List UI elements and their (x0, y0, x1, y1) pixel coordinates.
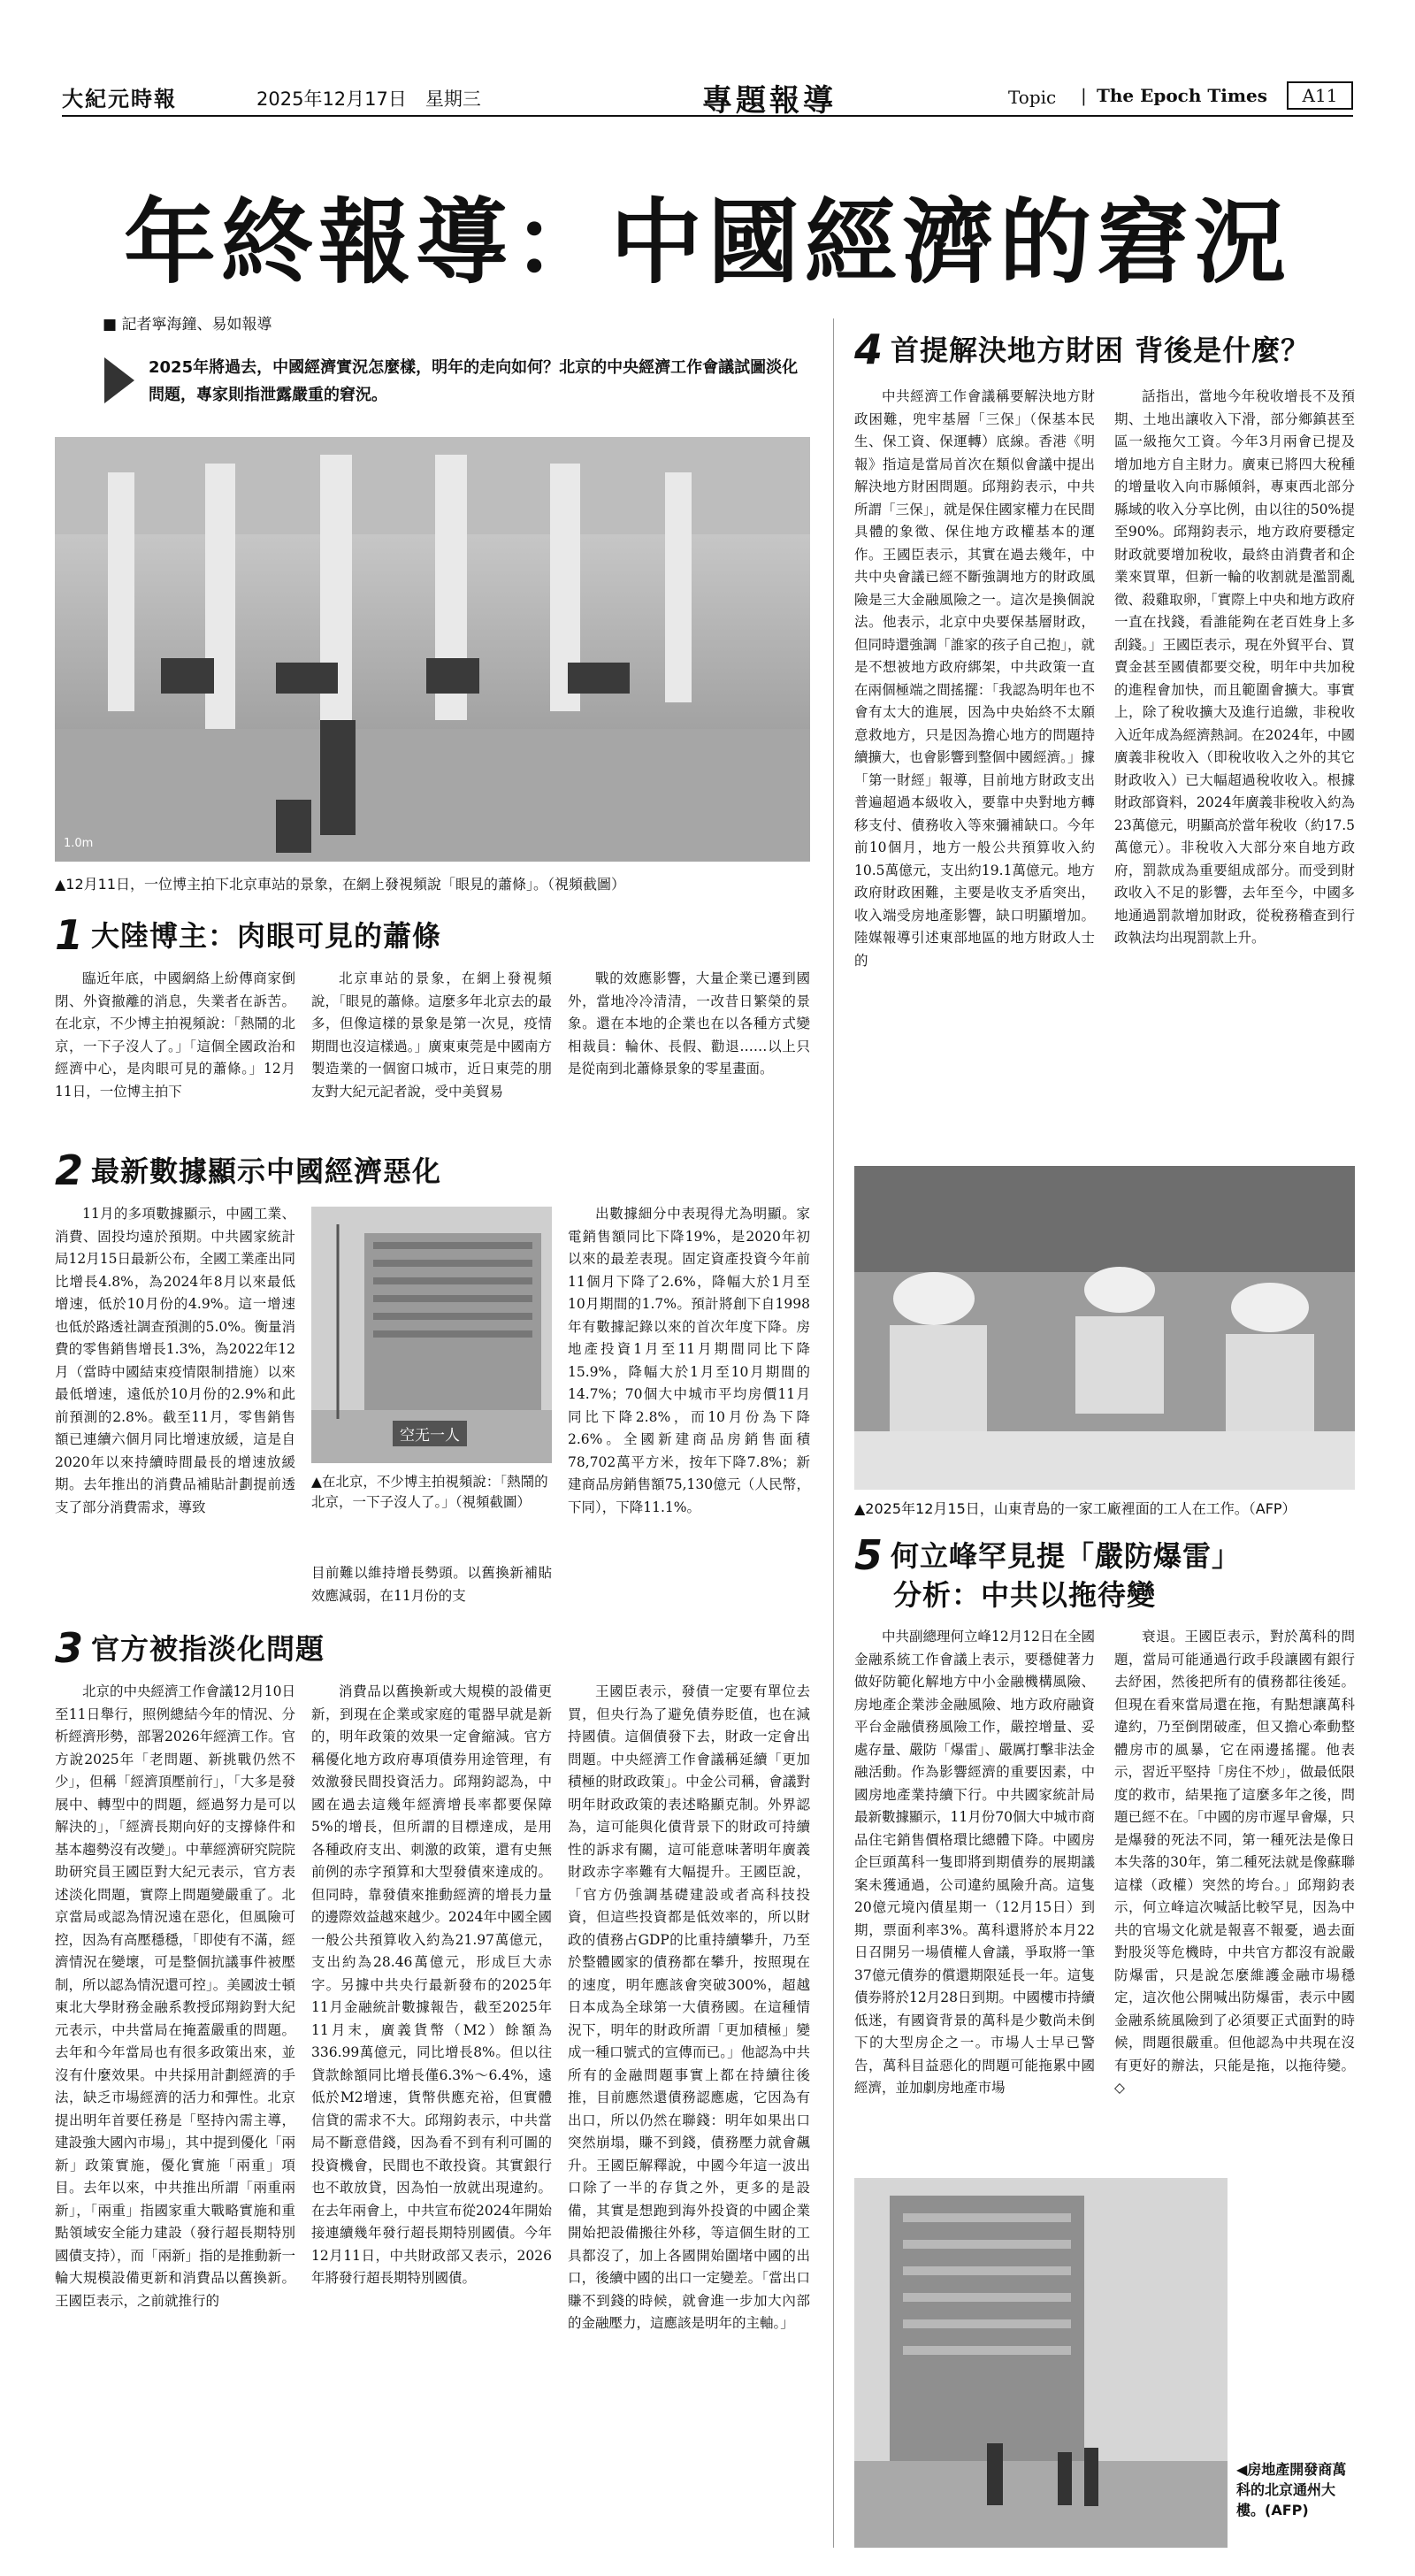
photo-overlay-label: 空无一人 (393, 1421, 467, 1446)
photo-empty-street (311, 1207, 552, 1463)
photo1-caption: ▲12月11日，一位博主拍下北京車站的景象，在網上發視頻說「眼見的蕭條」。（視頻截圖） (55, 876, 626, 893)
section5-title-line2: 分析：中共以拖待變 (893, 1578, 1157, 1612)
photo5-caption: ◀房地產開發商萬科的北京通州大樓。(AFP) (1236, 2461, 1347, 2518)
section2-title: 最新數據顯示中國經濟惡化 (91, 1154, 442, 1188)
brand-name: The Epoch Times (1097, 85, 1267, 106)
section-title: 專題報導 (702, 83, 837, 119)
page-number: A11 (1287, 81, 1353, 110)
newspaper-logo: 大紀元時報 (62, 86, 177, 111)
section1-title: 大陸博主：肉眼可見的蕭條 (91, 919, 442, 953)
section2-col1: 11月的多項數據顯示，中國工業、消費、固投均遠於預期。中共國家統計局12月15日最新公布，全國工業產出同比增長4.8%，為2024年8月以來最低增速，低於10月份的4.9%。這一增速也低於路透社調查預測的5.0%。衡量消費的零售銷售增長1.3%，為2022年12月（當時中國結束疫情限制措施）以來最低增速，遠低於10月份的2.9%和此前預測的2.8%。截至11月，零售銷售額已連續六個月同比增速放緩，這是自2020年以來持續時間最長的增速放緩期。去年推出的消費品補貼計劃提前透支了部分消費需求，導致 (55, 1206, 295, 1515)
headline: 年終報導：中國經濟的窘況 (123, 188, 1291, 296)
section2-col2: 目前難以維持增長勢頭。以舊換新補貼效應減弱，在11月份的支 (311, 1565, 552, 1604)
lead-paragraph: 2025年將過去，中國經濟實況怎麼樣，明年的走向如何？北京的中央經濟工作會議試圖淡化問題，專家則指泄露嚴重的窘況。 (149, 358, 799, 404)
section5-col2: 衰退。王國臣表示，對於萬科的問題，當局可能通過行政手段讓國有銀行去紓困，然後把所有的債務都往後延。但現在看來當局還在拖，有點想讓萬科違約，乃至倒閉破產，但又擔心牽動整體房市的風暴，它在兩邊搖擺。他表示，習近平堅持「房住不炒」，做最低限度的救市，結果拖了這麼多年之後，問題已經不在。「中國的房市遲早會爆，只是爆發的死法不同，第一種死法是像日本失落的30年，第二種死法就是像蘇聯這樣（政權）突然的垮台。」邱翔鈞表示，何立峰這次喊話比較罕見，因為中共的官場文化就是報喜不報憂，過去面對股災等危機時，中共官方都沒有說嚴防爆雷，只是說怎麼維護金融市場穩定，這次他公開喊出防爆雷，表示中國金融系統風險到了必須要正式面對的時候，問題很嚴重。但他認為中共現在沒有更好的辦法，只能是拖，以拖待變。◇ (1114, 1629, 1355, 2096)
section3-number: 3 (55, 1624, 85, 1672)
section1-col2: 北京車站的景象，在網上發視頻說，「眼見的蕭條。這麼多年北京去的最多，但像這樣的景象是第一次見，疫情期間也沒這樣過。」廣東東莞是中國南方製造業的一個窗口城市，近日東莞的朋友對大紀元記者說，受中美貿易 (311, 970, 552, 1100)
lead-arrow-icon (104, 357, 134, 403)
column-divider (833, 318, 834, 2548)
section1-number: 1 (55, 911, 85, 959)
masthead (62, 76, 1353, 117)
section5-heading (854, 1531, 1242, 1614)
section1-col1: 臨近年底，中國網絡上紛傳商家倒閉、外資撤離的消息，失業者在訴苦。在北京，不少博主拍視頻說：「熱鬧的北京，一下子沒人了。」「這個全國政治和經濟中心，是肉眼可見的蕭條。」12月11日，一位博主拍下 (55, 970, 295, 1100)
section4-col2: 話指出，當地今年稅收增長不及預期、土地出讓收入下滑，部分鄉鎮甚至區一級拖欠工資。今年3月兩會已提及增加地方自主財力。廣東已將四大稅種的增量收入向市縣傾斜，專東西北部分縣域的收入分享比例，由以往的50%提至90%。邱翔鈞表示，地方政府要穩定財政就要增加稅收，最終由消費者和企業來買單，但新一輪的收割就是濫罰亂徵、殺雞取卵，「實際上中央和地方政府一直在找錢，看誰能夠在老百姓身上多刮錢。」王國臣表示，現在外貿平台、買賣金甚至國債都要交稅，明年中共加稅的進程會加快，而且範圍會擴大。事實上，除了稅收擴大及進行追繳，非稅收入近年成為經濟熱詞。在2024年，中國廣義非稅收入（即稅收收入之外的其它財政收入）已大幅超過稅收收入。根據財政部資料，2024年廣義非稅收入約為23萬億元，明顯高於當年稅收（約17.5萬億元）。非稅收入大部分來自地方政府，罰款成為重要組成部分。而受到財政收入不足的影響，去年至今，中國多地通過罰款增加財政，從稅務稽查到行政執法均出現罰款上升。 (1114, 388, 1355, 946)
section1-heading (55, 911, 441, 959)
photo4-caption: ▲2025年12月15日，山東青島的一家工廠裡面的工人在工作。（AFP） (854, 1500, 1296, 1517)
section1-col3: 戰的效應影響，大量企業已遷到國外，當地冷冷清清，一改昔日繁榮的景象。還在本地的企業也在以各種方式變相裁員：輪休、長假、勸退……以上只是從南到北蕭條景象的零星畫面。 (568, 970, 810, 1077)
section3-heading (55, 1624, 325, 1672)
photo-credit: 1.0m (64, 837, 94, 850)
section2-number: 2 (55, 1146, 85, 1194)
topic-label: Topic (1008, 87, 1057, 108)
section2-col3: 出數據細分中表現得尤為明顯。家電銷售額同比下降19%，是2020年初以來的最差表現。固定資產投資今年前11個月下降了2.6%，降幅大於1月至10月期間的1.7%。預計將創下自1998年有數據記錄以來的首次年度下降。房地產投資1月至11月期間同比下降15.9%，降幅大於1月至10月期間的14.7%；70個大中城市平均房價11月同比下降2.8%，而10月份為下降2.6%。全國新建商品房銷售面積78,702萬平方米，按年下降7.8%；新建商品房銷售額75,130億元（人民幣，下同），下降11.1%。 (568, 1206, 810, 1515)
photo-factory-workers (854, 1166, 1355, 1490)
section3-title: 官方被指淡化問題 (91, 1632, 325, 1666)
section3-col3: 王國臣表示，發債一定要有單位去買，但央行為了避免債券貶值，也在減持國債。這個債發下去，財政一定會出問題。中央經濟工作會議稱延續「更加積極的財政政策」。中金公司稱，會議對明年財政政策的表述略顯克制。外界認為，這可能與化債背景下的財政可持續性的訴求有關，這可能意味著明年廣義財政赤字率難有大幅提升。王國臣說，「官方仍強調基礎建設或者高科技投資，但這些投資都是低效率的，所以財政的債務占GDP的比重持續攀升，乃至於整體國家的債務都在攀升，按照現在的速度，明年應該會突破300%，超越日本成為全球第一大債務國。在這種情況下，明年的財政所謂「更加積極」變成一種口號式的宣傳而已。」他認為中共所有的金融問題事實上都在持續往後推，目前應然還債務認應處，它因為有出口，所以仍然在聯錢：明年如果出口突然崩塌，賺不到錢，債務壓力就會飆升。王國臣解釋說，中國今年這一波出口除了一半的存貨之外，更多的是設備，其實是想跑到海外投資的中國企業開始把設備搬往外移，等這個生財的工具都沒了，加上各國開始圍堵中國的出口，後續中國的出口一定變差。「當出口賺不到錢的時候，就會進一步加大內部的金融壓力，這應該是明年的主軸。」 (568, 1683, 810, 2331)
section4-heading (854, 326, 1310, 373)
section4-title: 首提解決地方財困 背後是什麼？ (891, 334, 1311, 367)
photo-beijing-station (55, 437, 810, 862)
section3-col1: 北京的中央經濟工作會議12月10日至11日舉行，照例總結今年的情況、分析經濟形勢，部署2026年經濟工作。官方說2025年「老問題、新挑戰仍然不少」，但稱「經濟頂壓前行」，「大多是發展中、轉型中的問題，經過努力是可以解決的」，「經濟長期向好的支撐條件和基本趨勢沒有改變」。中華經濟研究院院助研究員王國臣對大紀元表示，官方表述淡化問題，實際上問題變嚴重了。北京當局或認為情況遠在惡化，但風險可控，因為有高壓穩穩，「即使有不滿，經濟情況在變壞，可是整個抗議事件被壓制，所以認為情況還可控」。美國波士頓東北大學財務金融系教授邱翔鈞對大紀元表示，中共當局在掩蓋嚴重的問題。去年和今年當局也有很多政策出來，並沒有什麼效果。中共採用計劃經濟的手法，缺乏市場經濟的活力和彈性。北京提出明年首要任務是「堅持內需主導，建設強大國內市場」，其中提到優化「兩新」政策實施，優化實施「兩重」項目。去年以來，中共推出所謂「兩重兩新」，「兩重」指國家重大戰略實施和重點領域安全能力建設（發行超長期特別國債支持），而「兩新」指的是推動新一輪大規模設備更新和消費品以舊換新。王國臣表示，之前就推行的 (55, 1683, 295, 2309)
section4-col1: 中共經濟工作會議稱要解決地方財政困難，兜牢基層「三保」（保基本民生、保工資、保運轉）底線。香港《明報》指這是當局首次在類似會議中提出解決地方財困問題。邱翔鈞表示，中共所謂「三保」，就是保住國家權力在民間具體的象徵、保住地方政權基本的運作。王國臣表示，其實在過去幾年，中共中央會議已經不斷強調地方的財政風險是三大金融風險之一。這次是換個說法。他表示，北京中央要保基層財政，但同時還強調「誰家的孩子自己抱」，就是不想被地方政府綁架，中共政策一直在兩個極端之間搖擺：「我認為明年也不會有太大的進展，因為中央始終不太願意救地方，只是因為擔心地方的問題持續擴大，也會影響到整個中國經濟。」據「第一財經」報導，目前地方財政支出普遍超過本級收入，要靠中央對地方轉移支付、債務收入等來彌補缺口。今年前10個月，地方一般公共預算收入約10.5萬億元，支出約19.1萬億元。地方政府財政困難，主要是收支矛盾突出，收入端受房地產影響，缺口明顯增加。陸媒報導引述東部地區的地方財政人士的 (854, 388, 1095, 969)
section5-title-line1: 何立峰罕見提「嚴防爆雷」 (891, 1539, 1242, 1573)
issue-date: 2025年12月17日 星期三 (256, 88, 481, 110)
section5-col1: 中共副總理何立峰12月12日在全國金融系統工作會議上表示，要穩健著力做好防範化解地方中小金融機構風險、房地產企業涉金融風險、地方政府融資平台金融債務風險工作，嚴控增量、妥處存量、嚴防「爆雷」、嚴厲打擊非法金融活動。作為影響經濟的重要因素，中國房地產業持續下行。中共國家統計局最新數據顯示，11月份70個大中城市商品住宅銷售價格環比總體下降。中國房企巨頭萬科一隻即將到期債券的展期議案未獲通過，公司違約風險升高。這隻20億元境內債星期一（12月15日）到期，票面利率3%。萬科還將於本月22日召開另一場債權人會議，爭取將一筆37億元債券的償還期限延長一年。這隻債券將於12月28日到期。中國樓市持續低迷，有國資背景的萬科是少數尚未倒下的大型房企之一。市場人士早已警告，萬科目益惡化的問題可能拖累中國經濟，並加劇房地產市場 (854, 1629, 1095, 2096)
photo2-caption: ▲在北京，不少博主拍視頻說：「熱鬧的北京，一下子沒人了。」（視頻截圖） (311, 1474, 548, 1510)
section5-number: 5 (854, 1531, 884, 1579)
byline: ■ 記者寧海鐘、易如報導 (103, 316, 272, 334)
masthead-divider: | (1081, 85, 1087, 106)
photo-vanke-building (854, 2178, 1228, 2548)
section3-col2: 消費品以舊換新或大規模的設備更新，到現在企業或家庭的電器早就是新的，明年政策的效果一定會縮減。官方稱優化地方政府專項債券用途管理，有效激發民間投資活力。邱翔鈞認為，中國在過去這幾年經濟增長率都要保障5%的增長，但所謂的目標達成，是用各種政府支出、刺激的政策，還有史無前例的赤字預算和大型發債來達成的。但同時，靠發債來推動經濟的增長力量的邊際效益越來越少。2024年中國全國一般公共預算收入約為21.97萬億元，支出約為28.46萬億元，形成巨大赤字。另據中共央行最新發布的2025年11月金融統計數據報告，截至2025年11月末，廣義貨幣（M2）餘額為336.99萬億元，同比增長8%。但以往貸款餘額同比增長僅6.3%～6.4%，遠低於M2增速，貨幣供應充裕，但實體信貸的需求不大。邱翔鈞表示，中共當局不斷意借錢，因為看不到有利可圖的投資機會，民間也不敢投資。其實銀行也不敢放貸，因為怕一放就出現違約。在去年兩會上，中共宣布從2024年開始接連續幾年發行超長期特別國債。今年12月11日，中共財政部又表示，2026年將發行超長期特別國債。 (311, 1683, 552, 2286)
section2-heading (55, 1146, 441, 1194)
section4-number: 4 (854, 326, 884, 373)
